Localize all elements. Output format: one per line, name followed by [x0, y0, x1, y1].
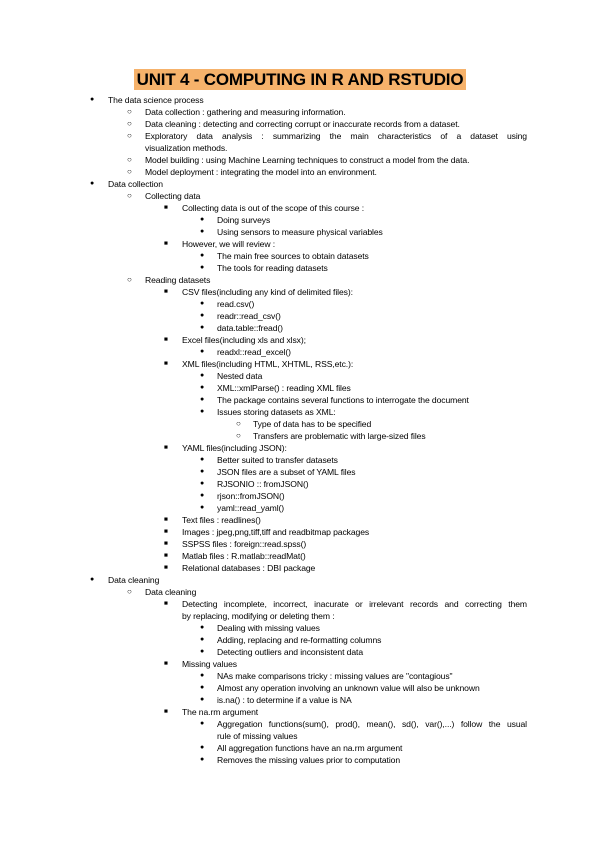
outline-line-l42a: Detecting incomplete, incorrect, inacurate or irrelevant records and correcting them — [182, 599, 527, 609]
outline-line-l52: All aggregation functions have an na.rm argument — [217, 743, 403, 753]
outline-line-l11: Using sensors to measure physical variables — [217, 227, 383, 237]
outline-line-l29: YAML files(including JSON): — [182, 443, 287, 453]
disc-bullet-marker: ● — [200, 396, 205, 403]
disc-bullet-marker: ● — [200, 252, 205, 259]
outline-line-l5: Model building : using Machine Learning techniques to construct a model from the data. — [145, 155, 470, 165]
disc-bullet-marker: ● — [200, 624, 205, 631]
disc-bullet-marker: ● — [200, 672, 205, 679]
disc-bullet-marker: ● — [200, 264, 205, 271]
disc-bullet-marker: ● — [200, 696, 205, 703]
square-bullet-marker: ■ — [164, 660, 168, 667]
disc-bullet-marker: ● — [200, 684, 205, 691]
outline-line-l44: Adding, replacing and re-formatting columns — [217, 635, 382, 645]
outline-line-l45: Detecting outliers and inconsistent data — [217, 647, 364, 657]
outline-line-l3: Data cleaning : detecting and correcting corrupt or inaccurate records from a dataset. — [145, 119, 460, 129]
outline-line-l33: rjson::fromJSON() — [217, 491, 285, 501]
outline-line-l38: Matlab files : R.matlab::readMat() — [182, 551, 306, 561]
outline-line-l32: RJSONIO :: fromJSON() — [217, 479, 309, 489]
outline-line-l30: Better suited to transfer datasets — [217, 455, 338, 465]
outline-line-l26: Issues storing datasets as XML: — [217, 407, 336, 417]
outline-line-l51a: Aggregation functions(sum(), prod(), mean(), sd(), var(),...) follow the usual — [217, 719, 527, 729]
outline-line-l21: readxl::read_excel() — [217, 347, 291, 357]
circle-bullet-marker: ○ — [236, 431, 241, 440]
outline-line-l49: is.na() : to determine if a value is NA — [217, 695, 352, 705]
square-bullet-marker: ■ — [164, 288, 168, 295]
outline-line-l10: Doing surveys — [217, 215, 271, 225]
outline-line-l53: Removes the missing values prior to computation — [217, 755, 401, 765]
circle-bullet-marker: ○ — [127, 119, 132, 128]
outline-line-l12: However, we will review : — [182, 239, 276, 249]
outline-line-l22: XML files(including HTML, XHTML, RSS,etc.): — [182, 359, 354, 369]
outline-line-l24: XML::xmlParse() : reading XML files — [217, 383, 351, 393]
outline-line-l27: Type of data has to be specified — [253, 419, 372, 429]
disc-bullet-marker: ● — [90, 96, 95, 103]
square-bullet-marker: ■ — [164, 360, 168, 367]
disc-bullet-marker: ● — [200, 408, 205, 415]
disc-bullet-marker: ● — [200, 324, 205, 331]
outline-line-l14: The tools for reading datasets — [217, 263, 328, 273]
disc-bullet-marker: ● — [90, 180, 95, 187]
outline-line-l37: SSPSS files : foreign::read.spss() — [182, 539, 307, 549]
circle-bullet-marker: ○ — [127, 167, 132, 176]
outline-line-l36: Images : jpeg,png,tiff,tiff and readbitmap packages — [182, 527, 370, 537]
disc-bullet-marker: ● — [90, 576, 95, 583]
outline-line-l6: Model deployment : integrating the model into an environment. — [145, 167, 377, 177]
disc-bullet-marker: ● — [200, 372, 205, 379]
circle-bullet-marker: ○ — [127, 107, 132, 116]
disc-bullet-marker: ● — [200, 720, 205, 727]
square-bullet-marker: ■ — [164, 336, 168, 343]
outline-line-l2: Data collection : gathering and measuring information. — [145, 107, 346, 117]
circle-bullet-marker: ○ — [127, 155, 132, 164]
outline-line-l20: Excel files(including xls and xlsx); — [182, 335, 306, 345]
outline-line-l13: The main free sources to obtain datasets — [217, 251, 369, 261]
outline-line-l23: Nested data — [217, 371, 263, 381]
outline-line-l7: Data collection — [108, 179, 163, 189]
square-bullet-marker: ■ — [164, 708, 168, 715]
page-title-container — [0, 70, 600, 90]
disc-bullet-marker: ● — [200, 492, 205, 499]
square-bullet-marker: ■ — [164, 516, 168, 523]
square-bullet-marker: ■ — [164, 600, 168, 607]
square-bullet-marker: ■ — [164, 552, 168, 559]
outline-line-l46: Missing values — [182, 659, 237, 669]
outline-line-l28: Transfers are problematic with large-sized files — [253, 431, 426, 441]
disc-bullet-marker: ● — [200, 384, 205, 391]
outline-line-l15: Reading datasets — [145, 275, 211, 285]
outline-line-l8: Collecting data — [145, 191, 201, 201]
outline-line-l41: Data cleaning — [145, 587, 197, 597]
outline-line-l39: Relational databases : DBI package — [182, 563, 316, 573]
outline-line-l50: The na.rm argument — [182, 707, 259, 717]
disc-bullet-marker: ● — [200, 756, 205, 763]
square-bullet-marker: ■ — [164, 540, 168, 547]
disc-bullet-marker: ● — [200, 216, 205, 223]
circle-bullet-marker: ○ — [127, 587, 132, 596]
circle-bullet-marker: ○ — [127, 191, 132, 200]
outline-line-l40: Data cleaning — [108, 575, 160, 585]
outline-line-l4b: visualization methods. — [145, 143, 228, 153]
outline-line-l42b: by replacing, modifying or deleting them : — [182, 611, 335, 621]
circle-bullet-marker: ○ — [127, 131, 132, 140]
disc-bullet-marker: ● — [200, 636, 205, 643]
disc-bullet-marker: ● — [200, 300, 205, 307]
outline-line-l18: readr::read_csv() — [217, 311, 281, 321]
disc-bullet-marker: ● — [200, 468, 205, 475]
square-bullet-marker: ■ — [164, 564, 168, 571]
outline-line-l51b: rule of missing values — [217, 731, 298, 741]
outline-line-l47: NAs make comparisons tricky : missing values are "contagious" — [217, 671, 453, 681]
square-bullet-marker: ■ — [164, 444, 168, 451]
disc-bullet-marker: ● — [200, 744, 205, 751]
circle-bullet-marker: ○ — [236, 419, 241, 428]
disc-bullet-marker: ● — [200, 228, 205, 235]
square-bullet-marker: ■ — [164, 528, 168, 535]
disc-bullet-marker: ● — [200, 504, 205, 511]
outline-line-l48: Almost any operation involving an unknown value will also be unknown — [217, 683, 480, 693]
outline-line-l1: The data science process — [108, 95, 204, 105]
page-title: UNIT 4 - COMPUTING IN R AND RSTUDIO — [134, 69, 467, 90]
disc-bullet-marker: ● — [200, 312, 205, 319]
outline-line-l25: The package contains several functions to interrogate the document — [217, 395, 469, 405]
outline-line-l35: Text files : readlines() — [182, 515, 261, 525]
outline-line-l4a: Exploratory data analysis : summarizing the main characteristics of a dataset using — [145, 131, 527, 141]
outline-line-l19: data.table::fread() — [217, 323, 283, 333]
disc-bullet-marker: ● — [200, 480, 205, 487]
outline-line-l34: yaml::read_yaml() — [217, 503, 285, 513]
disc-bullet-marker: ● — [200, 348, 205, 355]
outline-line-l43: Dealing with missing values — [217, 623, 320, 633]
outline-line-l9: Collecting data is out of the scope of this course : — [182, 203, 365, 213]
outline-line-l17: read.csv() — [217, 299, 255, 309]
disc-bullet-marker: ● — [200, 648, 205, 655]
circle-bullet-marker: ○ — [127, 275, 132, 284]
square-bullet-marker: ■ — [164, 240, 168, 247]
disc-bullet-marker: ● — [200, 456, 205, 463]
square-bullet-marker: ■ — [164, 204, 168, 211]
outline-line-l16: CSV files(including any kind of delimited files): — [182, 287, 353, 297]
outline-line-l31: JSON files are a subset of YAML files — [217, 467, 356, 477]
